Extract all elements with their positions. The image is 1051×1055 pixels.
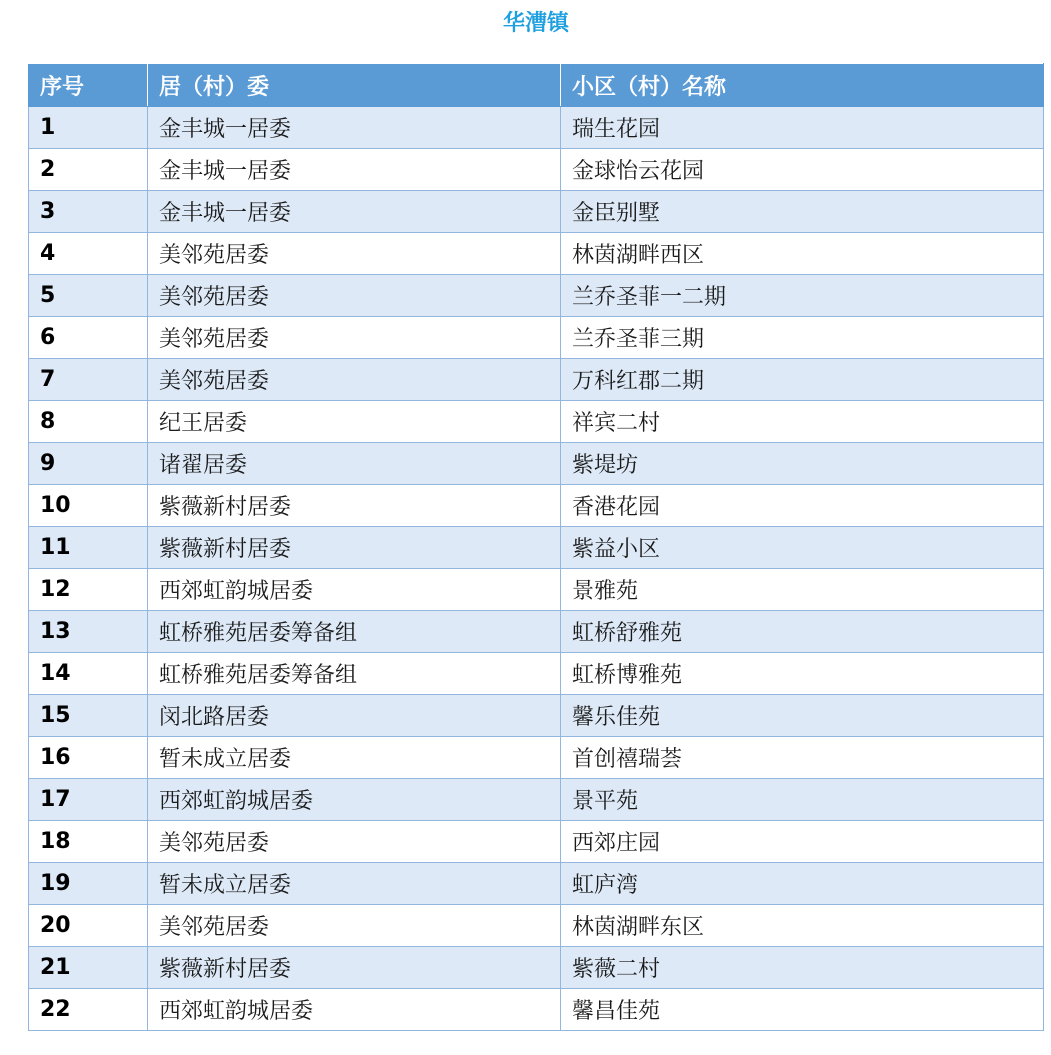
cell-index: 7 bbox=[29, 359, 148, 401]
cell-index: 16 bbox=[29, 737, 148, 779]
cell-committee: 紫薇新村居委 bbox=[148, 527, 561, 569]
table-row bbox=[29, 611, 1044, 653]
cell-index: 12 bbox=[29, 569, 148, 611]
column-header-community: 小区（村）名称 bbox=[561, 64, 1044, 107]
cell-committee: 暂未成立居委 bbox=[148, 737, 561, 779]
table-row bbox=[29, 695, 1044, 737]
cell-committee: 闵北路居委 bbox=[148, 695, 561, 737]
cell-index: 10 bbox=[29, 485, 148, 527]
table-row bbox=[29, 569, 1044, 611]
column-header-committee: 居（村）委 bbox=[148, 64, 561, 107]
table-row bbox=[29, 191, 1044, 233]
table-row bbox=[29, 863, 1044, 905]
cell-community: 紫益小区 bbox=[561, 527, 1044, 569]
table-row bbox=[29, 317, 1044, 359]
cell-committee: 金丰城一居委 bbox=[148, 191, 561, 233]
table-row bbox=[29, 737, 1044, 779]
table-row bbox=[29, 485, 1044, 527]
cell-committee: 美邻苑居委 bbox=[148, 317, 561, 359]
table-row bbox=[29, 821, 1044, 863]
cell-community: 虹庐湾 bbox=[561, 863, 1044, 905]
cell-index: 9 bbox=[29, 443, 148, 485]
table-row bbox=[29, 233, 1044, 275]
cell-committee: 美邻苑居委 bbox=[148, 275, 561, 317]
cell-committee: 美邻苑居委 bbox=[148, 359, 561, 401]
table-row bbox=[29, 443, 1044, 485]
cell-community: 首创禧瑞荟 bbox=[561, 737, 1044, 779]
cell-committee: 诸翟居委 bbox=[148, 443, 561, 485]
cell-index: 6 bbox=[29, 317, 148, 359]
cell-committee: 虹桥雅苑居委筹备组 bbox=[148, 653, 561, 695]
table-row bbox=[29, 947, 1044, 989]
cell-index: 19 bbox=[29, 863, 148, 905]
cell-community: 兰乔圣菲三期 bbox=[561, 317, 1044, 359]
cell-community: 虹桥舒雅苑 bbox=[561, 611, 1044, 653]
page-title: 华漕镇 bbox=[502, 11, 569, 36]
cell-committee: 美邻苑居委 bbox=[148, 821, 561, 863]
cell-index: 1 bbox=[29, 107, 148, 149]
cell-committee: 紫薇新村居委 bbox=[148, 947, 561, 989]
cell-index: 13 bbox=[29, 611, 148, 653]
cell-index: 21 bbox=[29, 947, 148, 989]
table-row bbox=[29, 359, 1044, 401]
cell-committee: 美邻苑居委 bbox=[148, 905, 561, 947]
cell-community: 兰乔圣菲一二期 bbox=[561, 275, 1044, 317]
table-row bbox=[29, 107, 1044, 149]
cell-index: 18 bbox=[29, 821, 148, 863]
cell-index: 5 bbox=[29, 275, 148, 317]
cell-index: 2 bbox=[29, 149, 148, 191]
cell-community: 林茵湖畔西区 bbox=[561, 233, 1044, 275]
table-row bbox=[29, 149, 1044, 191]
cell-community: 香港花园 bbox=[561, 485, 1044, 527]
cell-community: 紫堤坊 bbox=[561, 443, 1044, 485]
table-row bbox=[29, 779, 1044, 821]
cell-committee: 虹桥雅苑居委筹备组 bbox=[148, 611, 561, 653]
table-row bbox=[29, 527, 1044, 569]
cell-committee: 美邻苑居委 bbox=[148, 233, 561, 275]
cell-community: 紫薇二村 bbox=[561, 947, 1044, 989]
cell-community: 金球怡云花园 bbox=[561, 149, 1044, 191]
cell-community: 西郊庄园 bbox=[561, 821, 1044, 863]
cell-community: 万科红郡二期 bbox=[561, 359, 1044, 401]
cell-index: 17 bbox=[29, 779, 148, 821]
community-table bbox=[28, 63, 1044, 1031]
cell-index: 8 bbox=[29, 401, 148, 443]
cell-committee: 西郊虹韵城居委 bbox=[148, 989, 561, 1031]
cell-index: 14 bbox=[29, 653, 148, 695]
table-body bbox=[29, 107, 1044, 1031]
cell-committee: 金丰城一居委 bbox=[148, 149, 561, 191]
table-row bbox=[29, 905, 1044, 947]
cell-committee: 暂未成立居委 bbox=[148, 863, 561, 905]
table-row bbox=[29, 653, 1044, 695]
cell-community: 馨乐佳苑 bbox=[561, 695, 1044, 737]
cell-community: 祥宾二村 bbox=[561, 401, 1044, 443]
cell-community: 金臣别墅 bbox=[561, 191, 1044, 233]
cell-community: 瑞生花园 bbox=[561, 107, 1044, 149]
cell-community: 景雅苑 bbox=[561, 569, 1044, 611]
cell-committee: 西郊虹韵城居委 bbox=[148, 569, 561, 611]
cell-committee: 西郊虹韵城居委 bbox=[148, 779, 561, 821]
cell-community: 虹桥博雅苑 bbox=[561, 653, 1044, 695]
cell-index: 22 bbox=[29, 989, 148, 1031]
cell-index: 15 bbox=[29, 695, 148, 737]
cell-committee: 纪王居委 bbox=[148, 401, 561, 443]
cell-index: 3 bbox=[29, 191, 148, 233]
cell-index: 4 bbox=[29, 233, 148, 275]
cell-community: 林茵湖畔东区 bbox=[561, 905, 1044, 947]
table-row bbox=[29, 275, 1044, 317]
cell-committee: 金丰城一居委 bbox=[148, 107, 561, 149]
table-row bbox=[29, 989, 1044, 1031]
cell-index: 20 bbox=[29, 905, 148, 947]
cell-committee: 紫薇新村居委 bbox=[148, 485, 561, 527]
cell-community: 馨昌佳苑 bbox=[561, 989, 1044, 1031]
table-row bbox=[29, 401, 1044, 443]
cell-community: 景平苑 bbox=[561, 779, 1044, 821]
cell-index: 11 bbox=[29, 527, 148, 569]
table-header-row bbox=[29, 64, 1044, 107]
column-header-index: 序号 bbox=[29, 64, 148, 107]
